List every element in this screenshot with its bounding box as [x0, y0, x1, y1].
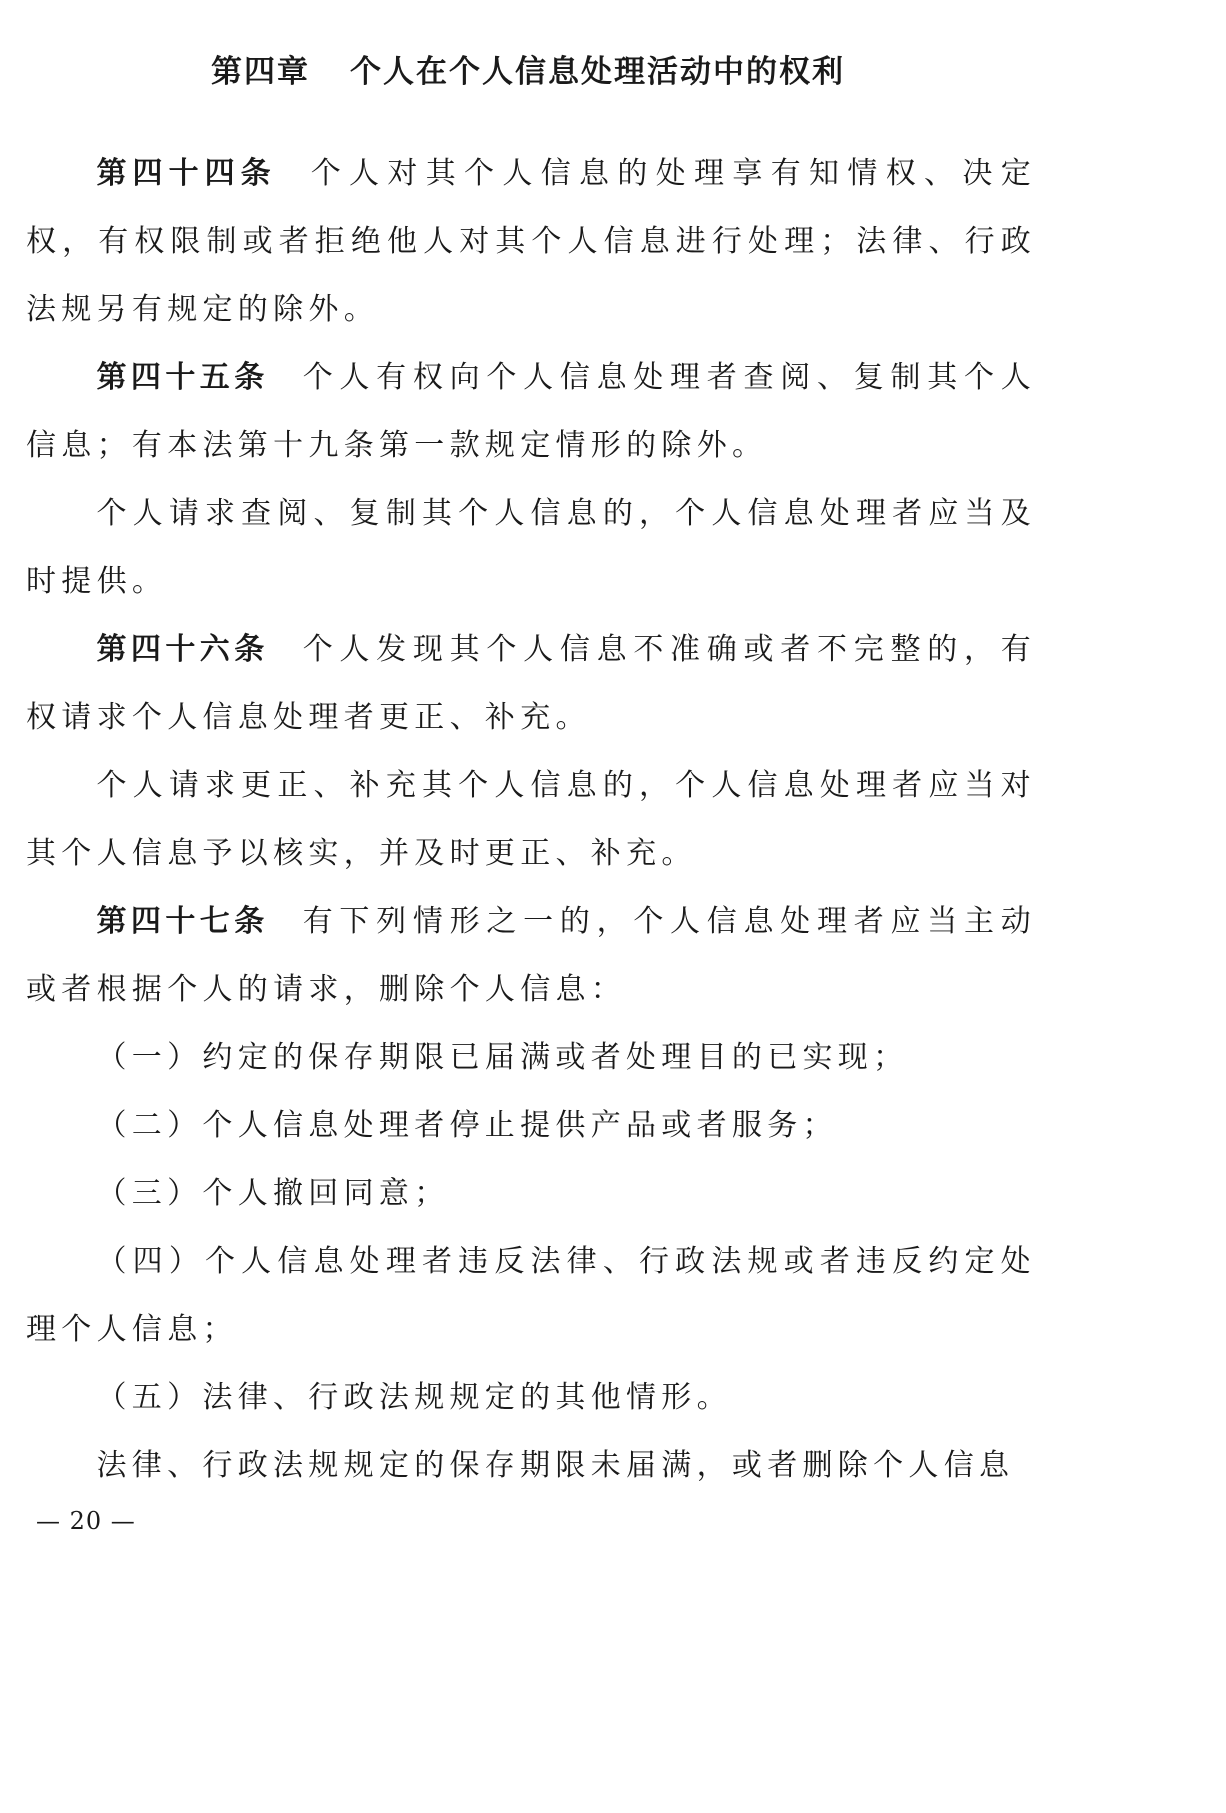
- list-item-text: （一）约定的保存期限已届满或者处理目的已实现；: [96, 1040, 909, 1075]
- list-item-text: （二）个人信息处理者停止提供产品或者服务；: [96, 1108, 838, 1143]
- list-item: [26, 1228, 1036, 1364]
- article-text: 个人发现其个人信息不准确或者不完整的，有权请求个人信息处理者更正、补充。: [26, 632, 1036, 735]
- list-item-text: （三）个人撤回同意；: [96, 1176, 450, 1211]
- article-text: 个人有权向个人信息处理者查阅、复制其个人信息；有本法第十九条第一款规定情形的除外。: [26, 360, 1036, 463]
- article-text: 有下列情形之一的，个人信息处理者应当主动或者根据个人的请求，删除个人信息：: [26, 904, 1036, 1007]
- article-heading: 第四十五条: [96, 360, 269, 395]
- paragraph: [26, 480, 1036, 616]
- article-47: [26, 888, 1036, 1024]
- paragraph-text: 个人请求更正、补充其个人信息的，个人信息处理者应当对其个人信息予以核实，并及时更正、补充。: [26, 768, 1036, 871]
- paragraph-text: 法律、行政法规规定的保存期限未届满，或者删除个人信息: [96, 1448, 1015, 1483]
- article-heading: 第四十六条: [96, 632, 269, 667]
- article-45: [26, 344, 1036, 480]
- chapter-number: 第四章: [211, 54, 310, 90]
- list-item: [26, 1364, 1036, 1432]
- chapter-title: [0, 50, 1056, 94]
- article-44: [26, 140, 1036, 344]
- paragraph: [26, 1432, 1036, 1500]
- document-body: [26, 140, 1036, 1500]
- paragraph: [26, 752, 1036, 888]
- list-item-text: （五）法律、行政法规规定的其他情形。: [96, 1380, 732, 1415]
- chapter-name: 个人在个人信息处理活动中的权利: [350, 54, 845, 90]
- article-heading: 第四十四条: [96, 156, 277, 191]
- article-46: [26, 616, 1036, 752]
- list-item-text: （四）个人信息处理者违反法律、行政法规或者违反约定处理个人信息；: [26, 1244, 1036, 1347]
- paragraph-text: 个人请求查阅、复制其个人信息的，个人信息处理者应当及时提供。: [26, 496, 1036, 599]
- page-number: — 20 —: [36, 1507, 136, 1535]
- list-item: [26, 1160, 1036, 1228]
- list-item: [26, 1024, 1036, 1092]
- article-heading: 第四十七条: [96, 904, 269, 939]
- article-text: 个人对其个人信息的处理享有知情权、决定权，有权限制或者拒绝他人对其个人信息进行处理；法律、行政法规另有规定的除外。: [26, 156, 1037, 327]
- list-item: [26, 1092, 1036, 1160]
